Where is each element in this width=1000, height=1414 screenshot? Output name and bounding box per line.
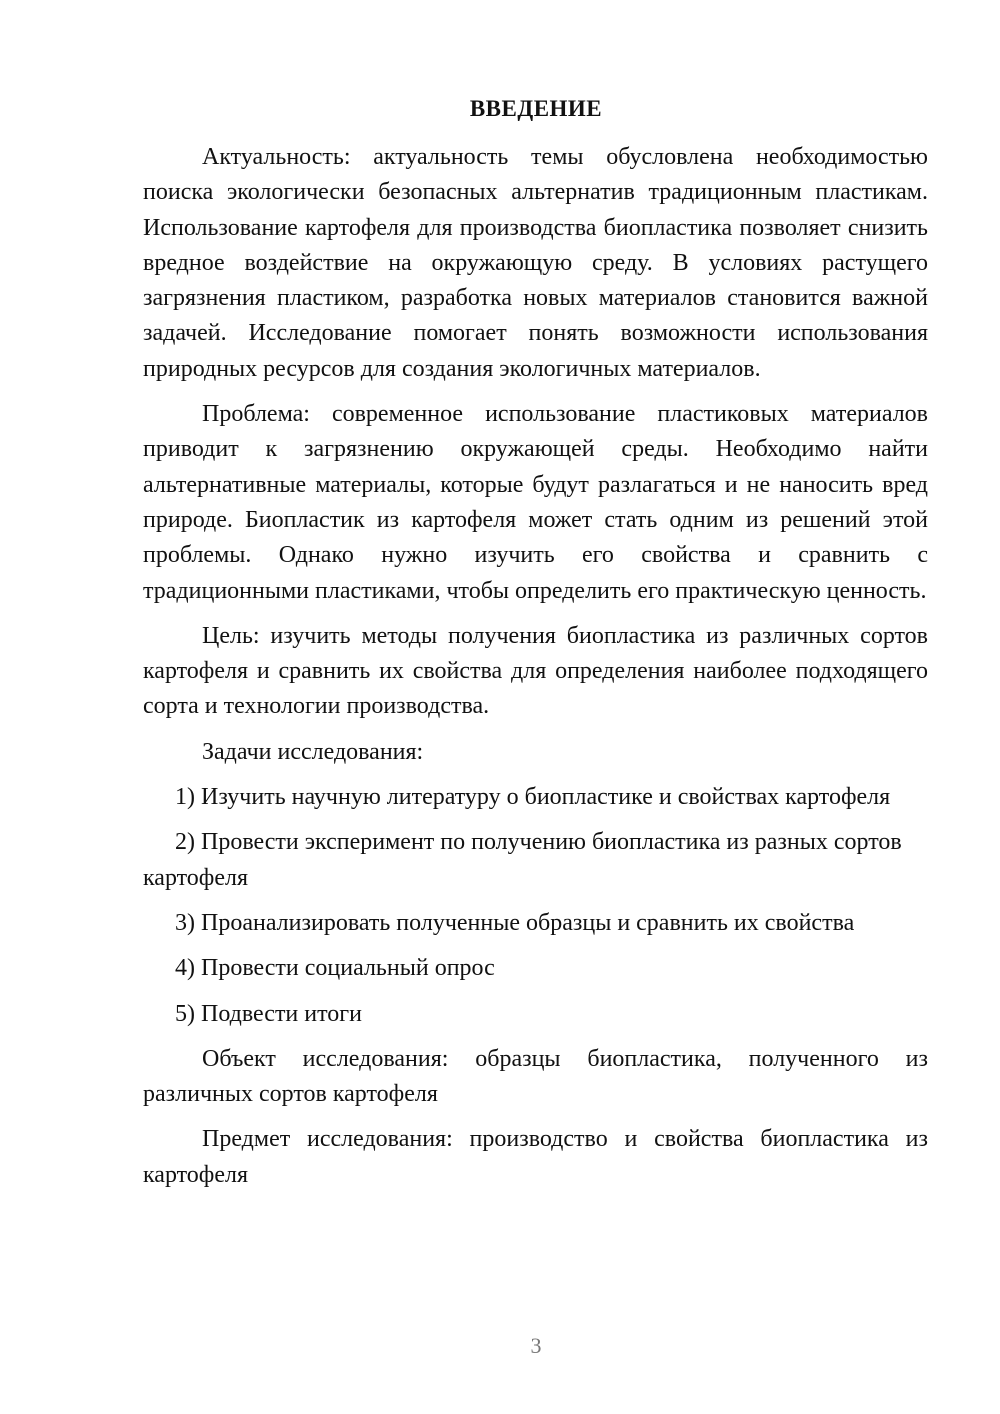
paragraph-object: Объект исследования: образцы биопластика, полученного из различных сортов картофеля xyxy=(143,1045,928,1108)
paragraph-problem: Проблема: современное использование пластиковых материалов приводит к загрязнению окружающей среды. Необходимо найти альтернативные материалы, которые будут разлагаться и не наносить вред природе. Биопластик из картофеля может стать одним из решений этой проблемы. Однако нужно изучить его свойства и сравнить с традиционными пластиками, чтобы определить его практическую ценность. xyxy=(143,401,928,604)
paragraph-goal: Цель: изучить методы получения биопластика из различных сортов картофеля и сравнить их свойства для определения наиболее подходящего сорта и технологии производства. xyxy=(143,622,928,720)
task-item-3: 3) Проанализировать полученные образцы и сравнить их свойства xyxy=(175,909,855,936)
document-body xyxy=(143,140,928,1203)
paragraph-subject: Предмет исследования: производство и свойства биопластика из картофеля xyxy=(143,1126,928,1188)
page-title: ВВЕДЕНИЕ xyxy=(469,96,603,121)
page-number: 3 xyxy=(530,1333,542,1358)
task-item-1: 1) Изучить научную литературу о биопластике и свойствах картофеля xyxy=(175,784,891,811)
task-item-2: 2) Провести эксперимент по получению биопластика из разных сортов картофеля xyxy=(143,829,902,891)
tasks-heading: Задачи исследования: xyxy=(202,738,424,765)
paragraph-relevance: Актуальность: актуальность темы обусловлена необходимостью поиска экологически безопасных альтернатив традиционным пластикам. Использование картофеля для производства биопластика позволяет снизить вредное воздействие на окружающую среду. В условиях растущего загрязнения пластиком, разработка новых материалов становится важной задачей. Исследование помогает понять возможности использования природных ресурсов для создания экологичных материалов. xyxy=(143,144,928,382)
task-item-5: 5) Подвести итоги xyxy=(175,1000,362,1027)
task-item-4: 4) Провести социальный опрос xyxy=(175,955,495,982)
